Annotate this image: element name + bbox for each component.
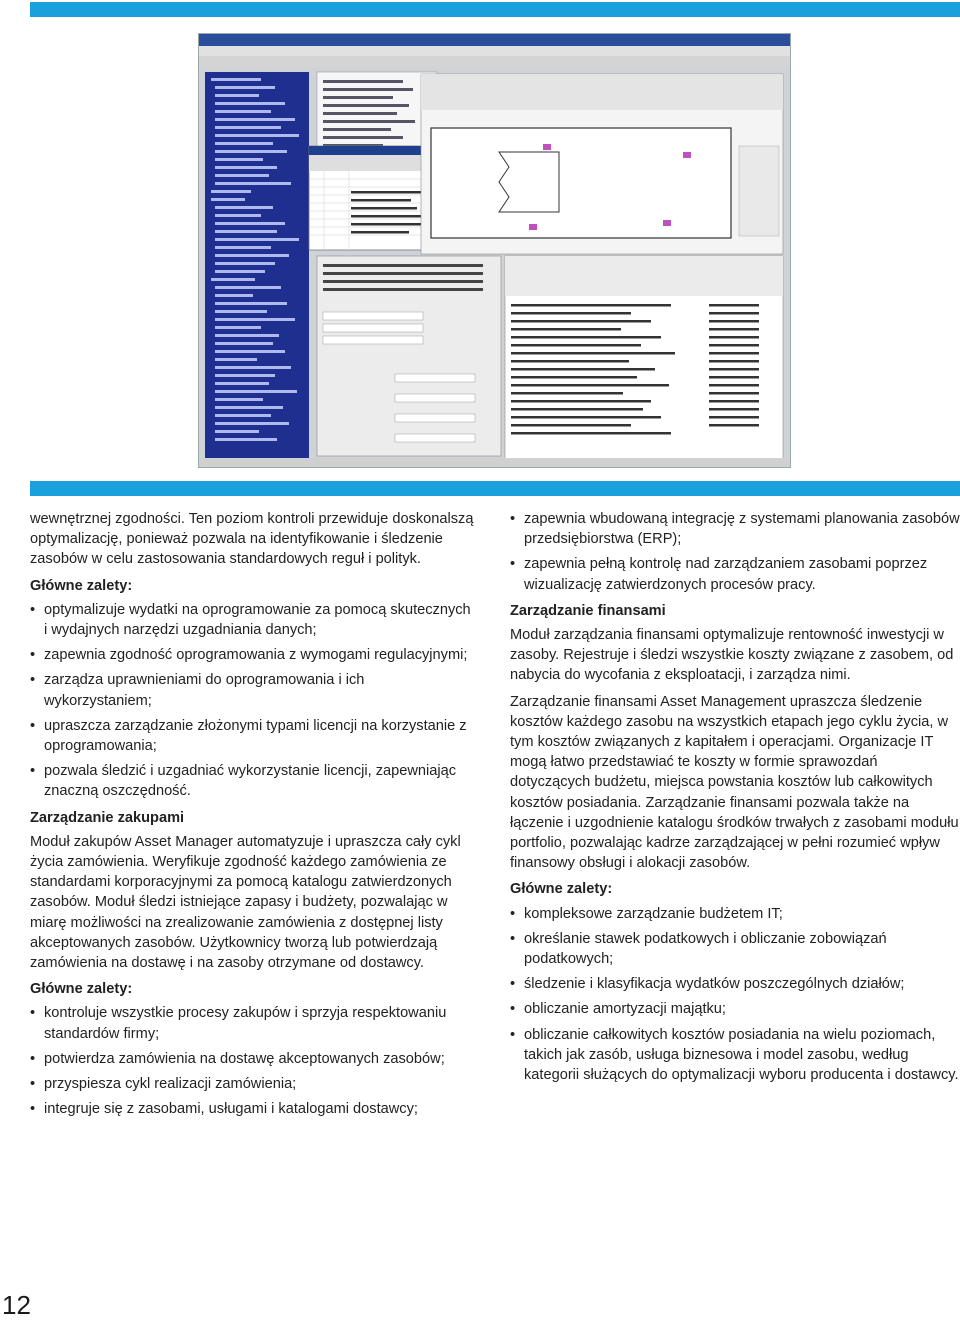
mid-accent-band [30,481,960,496]
page-number: 12 [2,1290,31,1320]
list-item: • śledzenie i klasyfikacja wydatków poszczególnych działów; [510,974,960,994]
list-item: • optymalizuje wydatki na oprogramowanie za pomocą skutecznych i wydajnych narzędzi uzgadniania danych; [30,600,475,640]
list-item: • pozwala śledzić i uzgadniać wykorzystanie licencji, zapewniając znaczną oszczędność. [30,761,475,801]
continued-benefits-list [510,509,960,595]
benefits-list [30,600,475,802]
list-item: • zapewnia pełną kontrolę nad zarządzaniem zasobami poprzez wizualizację zatwierdzonych procesów pracy. [510,554,960,594]
list-item: • obliczanie całkowitych kosztów posiadania na wielu poziomach, takich jak zasób, usługa biznesowa i model zasobu, według kategorii służących do optymalizacji wyboru producenta i dostawcy. [510,1025,960,1086]
software-screenshot [198,33,791,468]
intro-paragraph: wewnętrznej zgodności. Ten poziom kontroli przewiduje doskonalszą optymalizację, ponieważ pozwala na identyfikowanie i śledzenie zasobów w celu zastosowania standardowych reguł i polityk. [30,511,474,568]
finance-paragraph-1: Moduł zarządzania finansami optymalizuje rentowność inwestycji w zasoby. Rejestruje i śledzi wszystkie koszty związane z zasobem, od nabycia do wycofania z eksploatacji, i zarządza nimi. [510,627,954,684]
procurement-heading: Zarządzanie zakupami [30,809,185,826]
list-item: • kontroluje wszystkie procesy zakupów i sprzyja respektowaniu standardów firmy; [30,1003,475,1043]
top-accent-band [30,2,960,17]
procurement-benefits-heading: Główne zalety: [30,981,133,998]
list-item: • integruje się z zasobami, usługami i katalogami dostawcy; [30,1099,475,1119]
list-item: • kompleksowe zarządzanie budżetem IT; [510,904,960,924]
right-column [510,509,960,1091]
list-item: • upraszcza zarządzanie złożonymi typami licencji na korzystanie z oprogramowania; [30,716,475,756]
left-column [30,509,475,1125]
benefits-heading: Główne zalety: [30,577,133,594]
procurement-paragraph: Moduł zakupów Asset Manager automatyzuje i upraszcza cały cykl życia zamówienia. Weryfikuje zgodność każdego zamówienia ze standardami korporacyjnymi za pomocą katalogu zatwierdzonych zasobów. Moduł śledzi istniejące zapasy i budżety, pozwalając w miarę możliwości na zrealizowanie zamówienia z dostępnej listy akceptowanych zasobów. Użytkownicy tworzą lub potwierdzają zamówienia na dostawę i na zasoby otrzymane od dostawcy. [30,833,461,972]
list-item: • potwierdza zamówienia na dostawę akceptowanych zasobów; [30,1049,475,1069]
list-item: • przyspiesza cykl realizacji zamówienia; [30,1074,475,1094]
finance-heading: Zarządzanie finansami [510,602,666,619]
list-item: • określanie stawek podatkowych i obliczanie zobowiązań podatkowych; [510,929,960,969]
list-item: • obliczanie amortyzacji majątku; [510,999,960,1019]
procurement-benefits-list [30,1003,475,1119]
finance-benefits-list [510,904,960,1086]
finance-paragraph-2: Zarządzanie finansami Asset Management upraszcza śledzenie kosztów każdego zasobu na wszystkich etapach jego cyklu życia, w tym kosztów związanych z kapitałem i operacjami. Organizacje IT mogą łatwo przedstawiać te koszty w formie sprawozdań dotyczących budżetu, miejsca powstania kosztów lub całkowitych kosztów posiadania. Zarządzanie finansami pozwala także na łączenie i uzgodnienie katalogu środków trwałych z zasobami modułu portfolio, pozwalając kadrze zarządzającej w pełni rozumieć wpływ finansowy obsługi i alokacji zasobów. [510,693,959,872]
list-item: • zapewnia zgodność oprogramowania z wymogami regulacyjnymi; [30,645,475,665]
finance-benefits-heading: Główne zalety: [510,881,613,898]
list-item: • zarządza uprawnieniami do oprogramowania i ich wykorzystaniem; [30,670,475,710]
list-item: • zapewnia wbudowaną integrację z systemami planowania zasobów przedsiębiorstwa (ERP); [510,509,960,549]
